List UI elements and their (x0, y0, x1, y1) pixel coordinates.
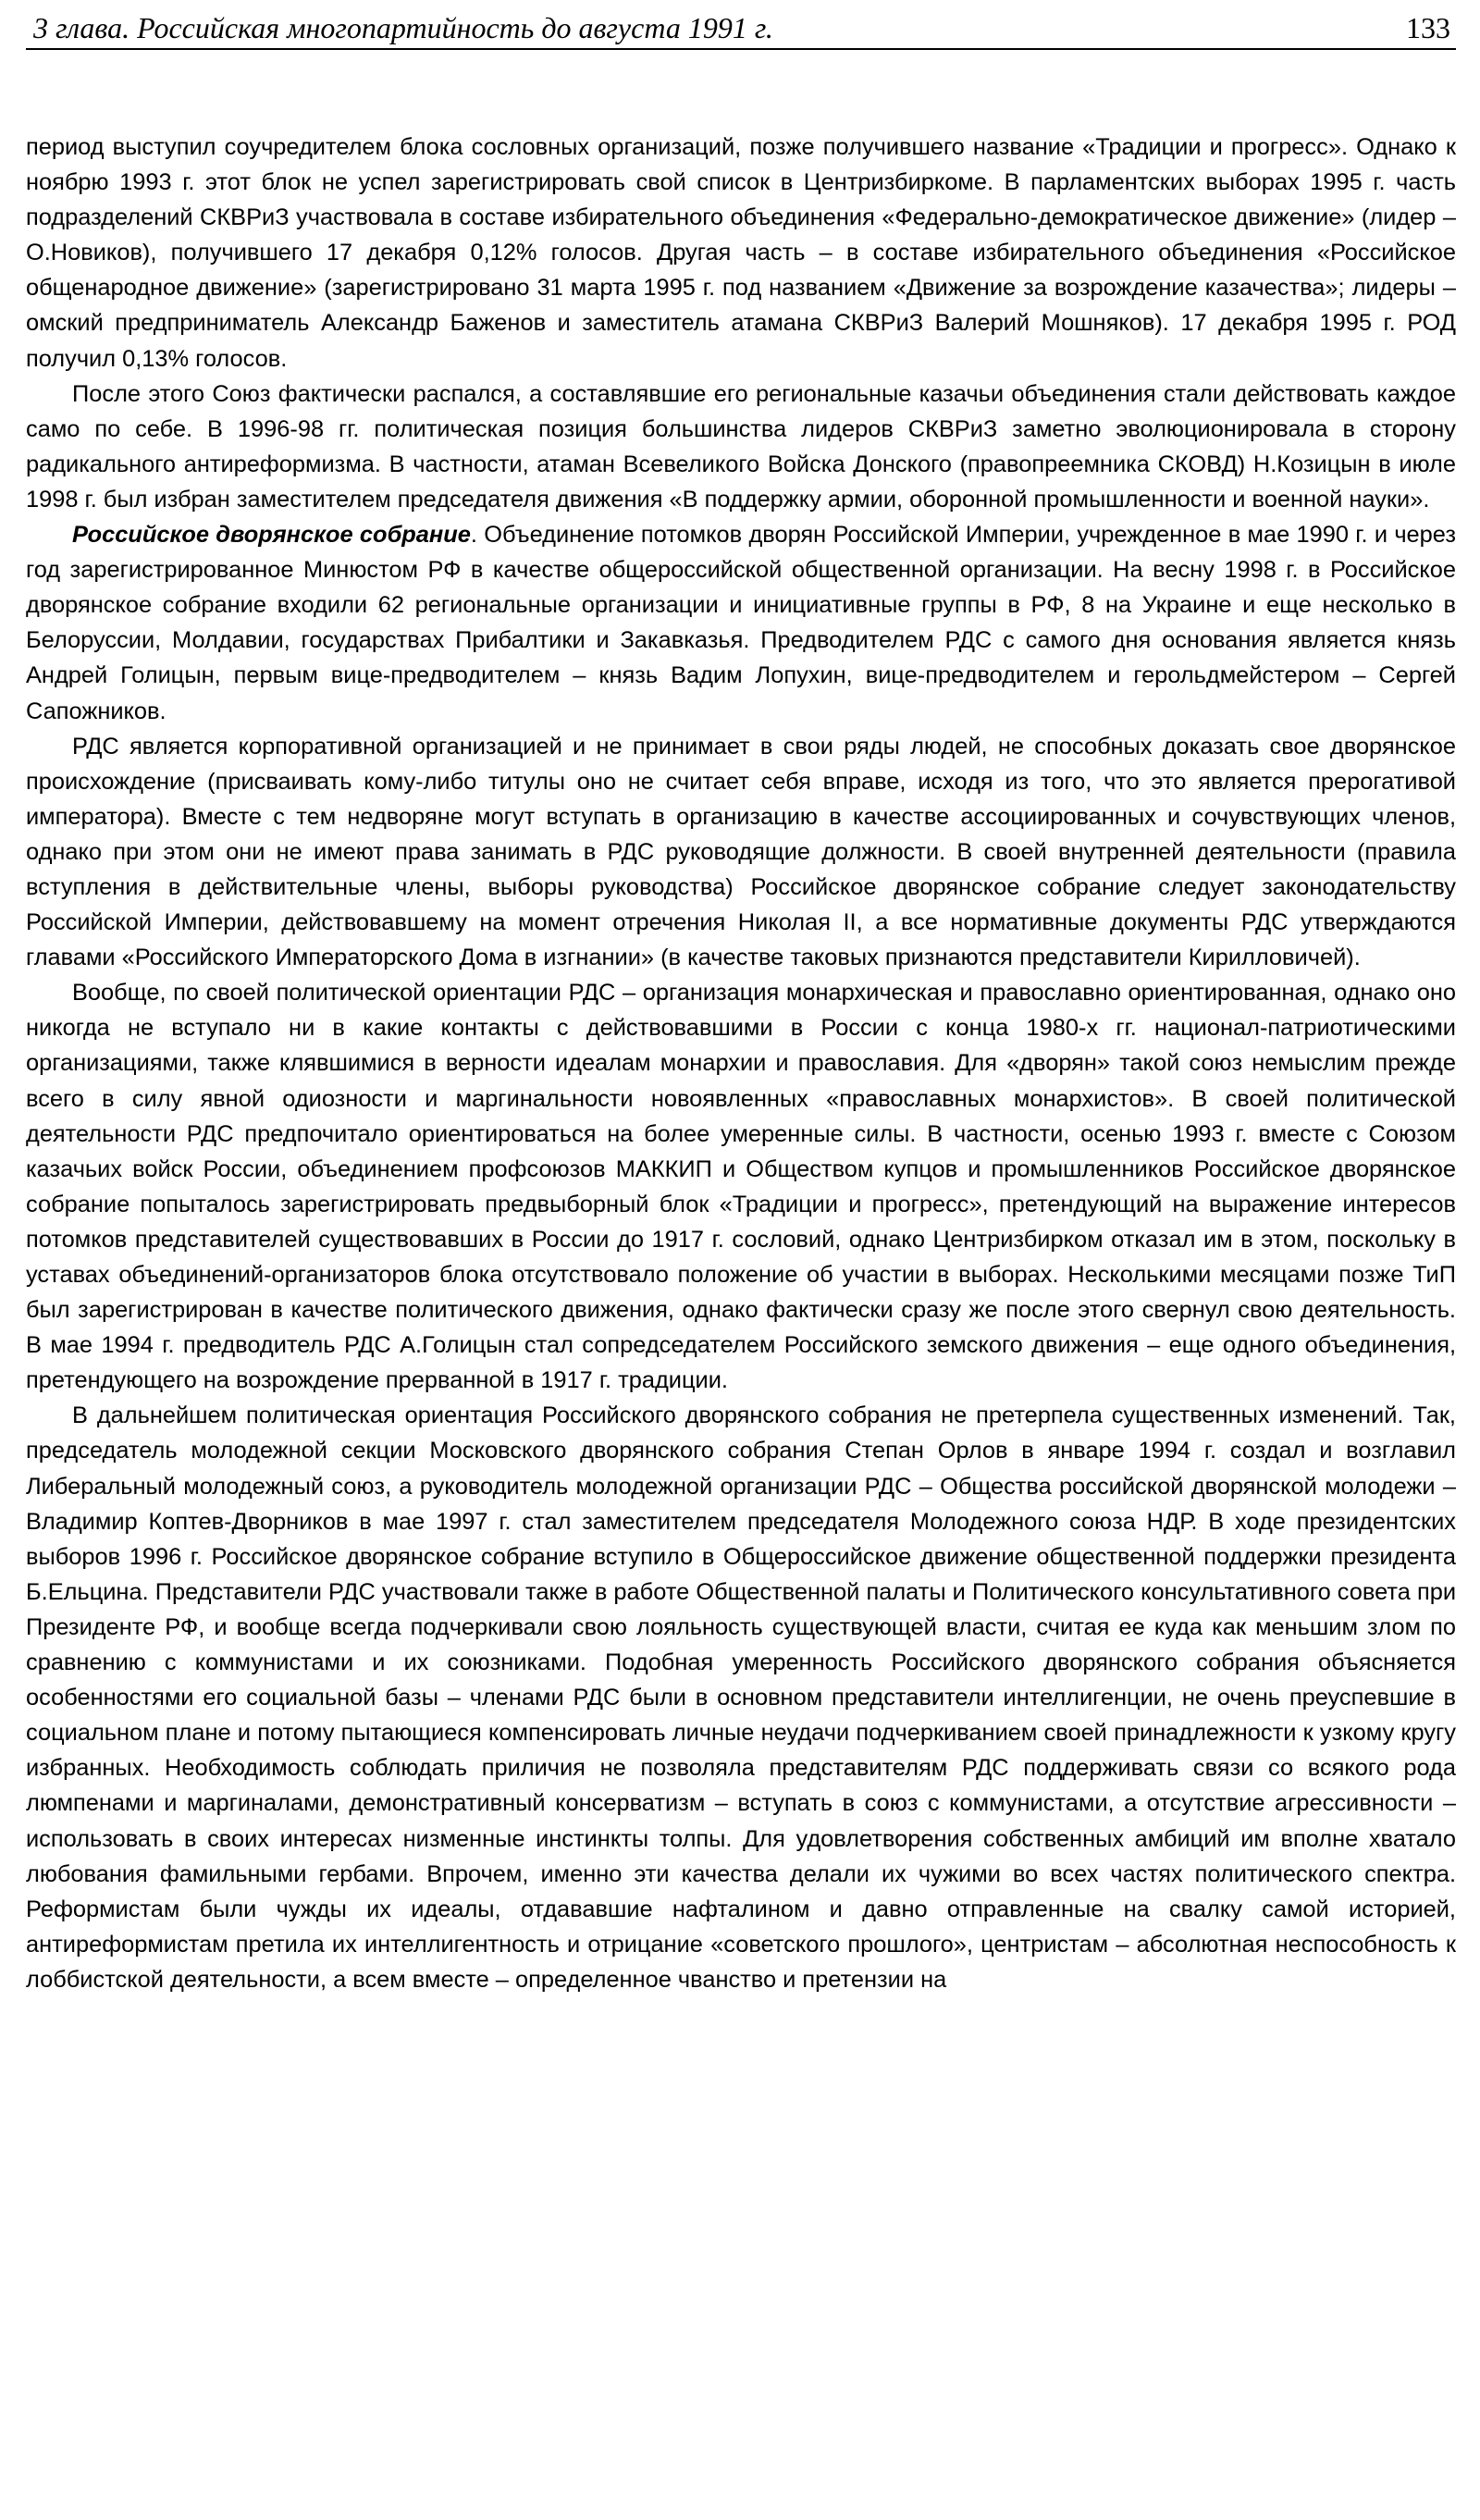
paragraph-text: В дальнейшем политическая ориентация Российского дворянского собрания не претерпела существенных изменений. Так, председатель молодежной секции Московского дворянского собрания Степан Орлов в январе 1994 г. создал и возглавил Либеральный молодежный союз, а руководитель молодежной организации РДС – Общества российской дворянской молодежи – Владимир Коптев-Дворников в мае 1997 г. стал заместителем председателя Молодежного союза НДР. В ходе президентских выборов 1996 г. Российское дворянское собрание вступило в Общероссийское движение общественной поддержки президента Б.Ельцина. Представители РДС участвовали также в работе Общественной палаты и Политического консультативного совета при Президенте РФ, и вообще всегда подчеркивали свою лояльность существующей власти, считая ее куда как меньшим злом по сравнению с коммунистами и их союзниками. Подобная умеренность Российского дворянского собрания объясняется особенностями его социальной базы – членами РДС были в основном представители интеллигенции, не очень преуспевшие в социальном плане и потому пытающиеся компенсировать личные неудачи подчеркиванием своей принадлежности к узкому кругу избранных. Необходимость соблюдать приличия не позволяла представителям РДС поддерживать связи со всякого рода люмпенами и маргиналами, демонстративный консерватизм – вступать в союз с коммунистами, а отсутствие агрессивности – использовать в своих интересах низменные инстинкты толпы. Для удовлетворения собственных амбиций им вполне хватало любования фамильными гербами. Впрочем, именно эти качества делали их чужими во всех частях политического спектра. Реформистам были чужды их идеалы, отдававшие нафталином и давно отправленные на свалку самой историей, антиреформистам претила их интеллигентность и отрицание «советского прошлого», центристам – абсолютная неспособность к лоббистской деятельности, а всем вместе – определенное чванство и претензии на (26, 1402, 1456, 1993)
paragraph-text: период выступил соучредителем блока сословных организаций, позже получившего название «Традиции и прогресс». Однако к ноябрю 1993 г. этот блок не успел зарегистрировать свой список в Центризбиркоме. В парламентских выборах 1995 г. часть подразделений СКВРиЗ участвовала в составе избирательного объединения «Федерально-демократическое движение» (лидер – О.Новиков), получившего 17 декабря 0,12% голосов. Другая часть – в составе избирательного объединения «Российское общенародное движение» (зарегистрировано 31 марта 1995 г. под названием «Движение за возрождение казачества»; лидеры – омский предприниматель Александр Баженов и заместитель атамана СКВРиЗ Валерий Мошняков). 17 декабря 1995 г. РОД получил 0,13% голосов. (26, 134, 1456, 372)
paragraph (26, 130, 1456, 377)
document-page (26, 0, 1456, 1997)
body-text (26, 130, 1456, 1997)
paragraph (26, 1398, 1456, 1997)
paragraph-text: . Объединение потомков дворян Российской Империи, учрежденное в мае 1990 г. и через год зарегистрированное Минюстом РФ в качестве общероссийской общественной организации. На весну 1998 г. в Российское дворянское собрание входили 62 региональные организации и инициативные группы в РФ, 8 на Украине и еще несколько в Белоруссии, Молдавии, государствах Прибалтики и Закавказья. Предводителем РДС с самого дня основания является князь Андрей Голицын, первым вице-предводителем – князь Вадим Лопухин, вице-предводителем и герольдмейстером – Сергей Сапожников. (26, 522, 1456, 724)
running-header (26, 0, 1456, 50)
paragraph (26, 729, 1456, 976)
chapter-title: 3 глава. Российская многопартийность до августа 1991 г. (33, 11, 773, 44)
paragraph-text: Вообще, по своей политической ориентации РДС – организация монархическая и православно ориентированная, однако оно никогда не вступало ни в какие контакты с действовавшими в России с конца 1980-х гг. национал-патриотическими организациями, также клявшимися в верности идеалам монархии и православия. Для «дворян» такой союз немыслим прежде всего в силу явной одиозности и маргинальности новоявленных «православных монархистов». В своей политической деятельности РДС предпочитало ориентироваться на более умеренные силы. В частности, осенью 1993 г. вместе с Союзом казачьих войск России, объединением профсоюзов МАККИП и Обществом купцов и промышленников Российское дворянское собрание попыталось зарегистрировать предвыборный блок «Традиции и прогресс», претендующий на выражение интересов потомков представителей существовавших в России до 1917 г. сословий, однако Центризбирком отказал им в этом, поскольку в уставах объединений-организаторов блока отсутствовало положение об участии в выборах. Несколькими месяцами позже ТиП был зарегистрирован в качестве политического движения, однако фактически сразу же после этого свернул свою деятельность. В мае 1994 г. предводитель РДС А.Голицын стал сопредседателем Российского земского движения – еще одного объединения, претендующего на возрождение прерванной в 1917 г. традиции. (26, 980, 1456, 1394)
paragraph (26, 975, 1456, 1398)
paragraph-text: После этого Союз фактически распался, а составлявшие его региональные казачьи объединения стали действовать каждое само по себе. В 1996-98 гг. политическая позиция большинства лидеров СКВРиЗ заметно эволюционировала в сторону радикального антиреформизма. В частности, атаман Всевеликого Войска Донского (правопреемника СКОВД) Н.Козицын в июле 1998 г. был избран заместителем председателя движения «В поддержку армии, оборонной промышленности и военной науки». (26, 380, 1456, 513)
page-number: 133 (1406, 11, 1450, 44)
paragraph (26, 517, 1456, 729)
section-term: Российское дворянское собрание (72, 522, 471, 549)
paragraph (26, 377, 1456, 517)
paragraph-text: РДС является корпоративной организацией и не принимает в свои ряды людей, не способных доказать свое дворянское происхождение (присваивать кому-либо титулы оно не считает себя вправе, исходя из того, что это является прерогативой императора). Вместе с тем недворяне могут вступать в организацию в качестве ассоциированных и сочувствующих членов, однако при этом они не имеют права занимать в РДС руководящие должности. В своей внутренней деятельности (правила вступления в действительные члены, выборы руководства) Российское дворянское собрание следует законодательству Российской Империи, действовавшему на момент отречения Николая II, а все нормативные документы РДС утверждаются главами «Российского Императорского Дома в изгнании» (в качестве таковых признаются представители Кирилловичей). (26, 733, 1456, 971)
